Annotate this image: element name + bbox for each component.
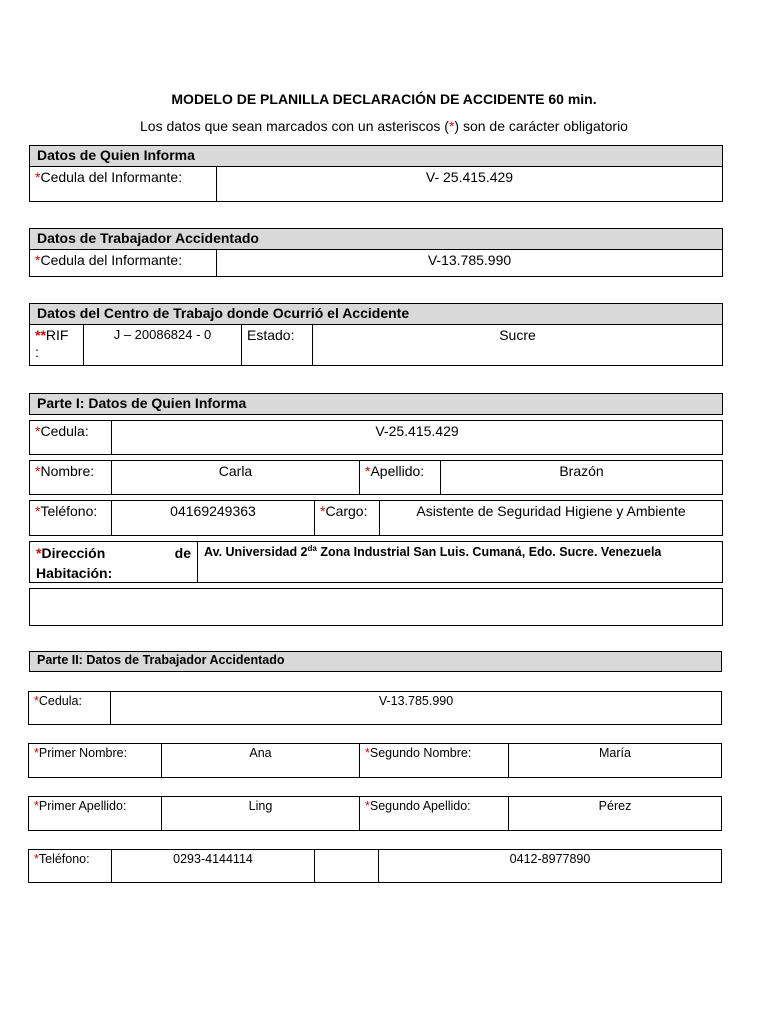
p1-apellido-label: *Apellido: [360,461,441,494]
p1-nombre-field[interactable]: Carla [112,461,360,494]
estado-label: Estado: [242,325,313,365]
p1-apellido-field[interactable]: Brazón [559,463,604,479]
sec1-cedula-field[interactable]: V- 25.415.429 [425,169,514,185]
p2-cedula-field[interactable]: V-13.785.990 [378,694,454,708]
p1-telefono-label: *Teléfono: [30,501,112,535]
p2-primer-nombre-field[interactable]: Ana [162,744,360,777]
p1-blank-field[interactable] [29,588,723,626]
p1-cedula-field[interactable]: V-25.415.429 [375,423,459,439]
p1-direccion-field[interactable]: Av. Universidad $2^{da}$ Zona Industrial San Luis. Cumaná, Edo. Sucre. Venezuela [204,544,662,560]
required-asterisk: * [448,118,455,134]
rif-field[interactable]: J – 20086824 - 0 [84,325,242,365]
p2-segundo-nombre-label: *Segundo Nombre: [360,744,509,777]
p1-cedula-label: *Cedula: [30,421,112,454]
page-title: MODELO DE PLANILLA DECLARACIÓN DE ACCIDENTE 60 min. [171,91,597,107]
p1-cargo-field[interactable]: Asistente de Seguridad Higiene y Ambiente [416,503,686,519]
p1-direccion-row [29,541,723,583]
p2-nombre-row [28,743,722,778]
p2-segundo-apellido-label: *Segundo Apellido: [360,797,509,830]
page-subtitle [0,118,768,134]
p1-telefono-field[interactable]: 04169249363 [112,501,315,535]
sec3-row [29,324,723,366]
rif-label: **RIF : [30,325,84,365]
subtitle-text-pre: Los datos que sean marcados con un asteriscos ( [140,118,449,134]
p2-cedula-label: *Cedula: [29,692,111,724]
p2-apellido-row [28,796,722,831]
subtitle-text-post: ) son de carácter obligatorio [454,118,628,134]
p2-segundo-nombre-field[interactable]: María [599,746,631,760]
p2-primer-apellido-field[interactable]: Ling [162,797,360,830]
p2-telefono-spacer[interactable] [315,850,379,882]
p2-telefono-row [28,849,722,883]
p2-telefono-label: *Teléfono: [29,850,112,882]
p2-primer-apellido-label: *Primer Apellido: [29,797,162,830]
p1-cedula-row [29,420,723,455]
p2-primer-nombre-label: *Primer Nombre: [29,744,162,777]
p1-telefono-row [29,500,723,536]
p1-direccion-label: *Dirección de Habitación: [30,542,198,582]
sec1-label: *Cedula del Informante: [30,167,217,201]
p2-segundo-apellido-field[interactable]: Pérez [598,799,632,813]
sec2-cedula-field[interactable]: V-13.785.990 [427,252,512,268]
p2-telefono-field-2[interactable]: 0412-8977890 [509,852,591,866]
section-header-quien-informa: Datos de Quien Informa [29,145,723,167]
section-header-parte-1: Parte I: Datos de Quien Informa [29,393,723,415]
section-header-parte-2: Parte II: Datos de Trabajador Accidentado [29,651,722,672]
p2-cedula-row [28,691,722,725]
sec2-row [29,249,723,277]
p2-telefono-field-1[interactable]: 0293-4144114 [112,850,315,882]
section-header-trabajador: Datos de Trabajador Accidentado [29,228,723,250]
section-header-centro-trabajo: Datos del Centro de Trabajo donde Ocurrió el Accidente [29,303,723,325]
estado-field[interactable]: Sucre [499,327,536,343]
sec1-row [29,166,723,202]
p1-cargo-label: *Cargo: [315,501,380,535]
p1-nombre-label: *Nombre: [30,461,112,494]
p1-nombre-row [29,460,723,495]
sec2-label: *Cedula del Informante: [30,250,217,276]
